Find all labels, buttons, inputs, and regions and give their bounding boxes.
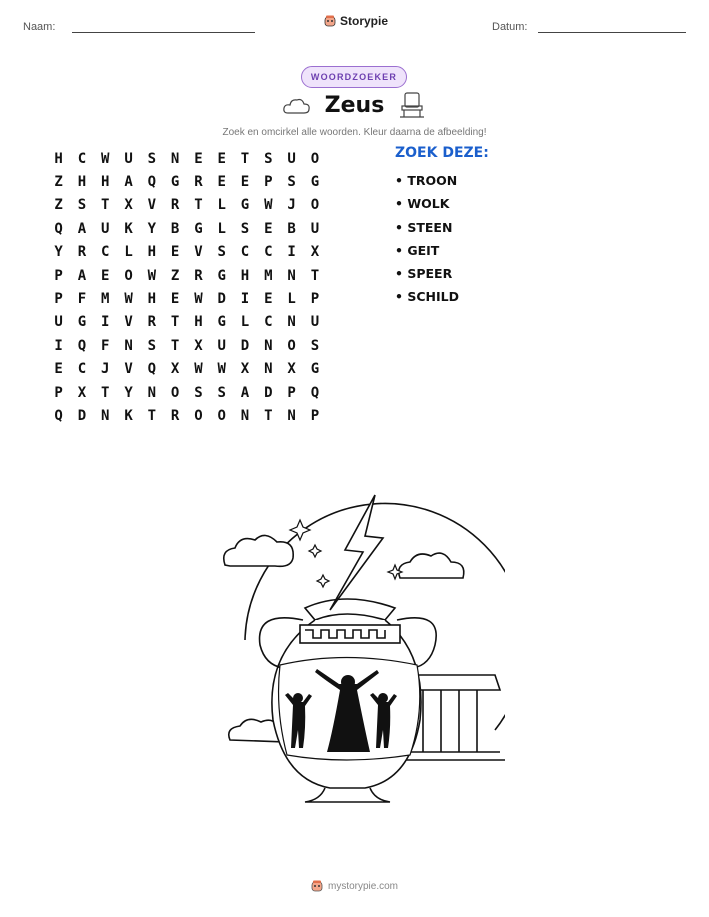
grid-cell[interactable]: Q — [310, 384, 320, 401]
word-list-item: • SCHILD — [395, 289, 459, 305]
grid-cell[interactable]: X — [77, 384, 87, 401]
grid-cell[interactable]: V — [124, 361, 133, 378]
grid-cell[interactable]: G — [217, 314, 226, 331]
grid-cell[interactable]: L — [240, 314, 250, 331]
grid-cell[interactable]: E — [264, 220, 273, 237]
grid-cell[interactable]: Z — [54, 174, 63, 191]
grid-cell[interactable]: T — [101, 197, 110, 214]
grid-cell[interactable]: C — [101, 244, 110, 261]
grid-cell[interactable]: P — [54, 267, 63, 284]
grid-cell[interactable]: E — [101, 267, 110, 284]
grid-cell[interactable]: P — [54, 384, 63, 401]
date-line[interactable] — [538, 32, 686, 33]
grid-cell[interactable]: J — [101, 361, 110, 378]
grid-cell[interactable]: F — [77, 291, 87, 308]
grid-cell[interactable]: S — [147, 150, 157, 167]
instructions: Zoek en omcirkel alle woorden. Kleur daarna de afbeelding! — [222, 127, 487, 138]
grid-cell[interactable]: C — [77, 361, 87, 378]
grid-cell[interactable]: U — [124, 150, 133, 167]
storypie-mascot-icon — [311, 880, 323, 893]
grid-cell[interactable]: C — [77, 150, 87, 167]
grid-cell[interactable]: T — [310, 267, 320, 284]
grid-cell[interactable]: G — [77, 314, 87, 331]
grid-cell[interactable]: X — [124, 197, 133, 214]
date-label: Datum: — [492, 21, 528, 33]
grid-cell[interactable]: H — [101, 174, 110, 191]
grid-cell[interactable]: A — [77, 220, 87, 237]
grid-cell[interactable]: D — [240, 337, 250, 354]
word-list-item: • STEEN — [395, 219, 453, 235]
grid-cell[interactable]: U — [217, 337, 226, 354]
grid-cell[interactable]: D — [264, 384, 273, 401]
grid-cell[interactable]: O — [310, 197, 320, 214]
grid-cell[interactable]: K — [124, 407, 133, 424]
grid-cell[interactable]: U — [310, 314, 320, 331]
grid-cell[interactable]: S — [194, 384, 203, 401]
storypie-mascot-icon — [324, 15, 336, 28]
word-list — [395, 171, 459, 311]
grid-cell[interactable]: W — [101, 150, 110, 167]
grid-cell[interactable]: T — [101, 384, 110, 401]
grid-cell[interactable]: G — [170, 174, 180, 191]
grid-cell[interactable]: P — [310, 291, 320, 308]
grid-cell[interactable]: B — [170, 220, 180, 237]
grid-cell[interactable]: Q — [77, 337, 87, 354]
grid-cell[interactable]: V — [147, 197, 157, 214]
throne-icon — [397, 90, 427, 120]
grid-cell[interactable]: X — [287, 361, 296, 378]
grid-cell[interactable]: E — [194, 150, 203, 167]
grid-cell[interactable]: X — [310, 244, 320, 261]
grid-cell[interactable]: Q — [147, 174, 157, 191]
grid-cell[interactable]: H — [194, 314, 203, 331]
grid-cell[interactable]: Z — [54, 197, 63, 214]
grid-cell[interactable]: M — [101, 291, 110, 308]
grid-cell[interactable]: H — [147, 244, 157, 261]
grid-cell[interactable]: S — [217, 244, 226, 261]
grid-cell[interactable]: E — [170, 244, 180, 261]
grid-cell[interactable]: Y — [147, 220, 157, 237]
grid-cell[interactable]: N — [240, 407, 250, 424]
grid-cell[interactable]: E — [217, 150, 226, 167]
grid-cell[interactable]: L — [287, 291, 296, 308]
grid-cell[interactable]: N — [170, 150, 180, 167]
grid-cell[interactable]: X — [194, 337, 203, 354]
grid-cell[interactable]: H — [77, 174, 87, 191]
grid-cell[interactable]: O — [194, 407, 203, 424]
grid-cell[interactable]: N — [147, 384, 157, 401]
grid-cell[interactable]: L — [217, 197, 226, 214]
grid-cell[interactable]: U — [54, 314, 63, 331]
grid-cell[interactable]: Z — [170, 267, 180, 284]
grid-cell[interactable]: S — [217, 384, 226, 401]
grid-cell[interactable]: Y — [124, 384, 133, 401]
grid-cell[interactable]: E — [54, 361, 63, 378]
grid-cell[interactable]: D — [77, 407, 87, 424]
name-label: Naam: — [23, 21, 56, 33]
footer-url[interactable]: mystorypie.com — [327, 881, 398, 892]
grid-cell[interactable]: R — [194, 174, 203, 191]
grid-cell[interactable]: T — [264, 407, 273, 424]
grid-cell[interactable]: O — [217, 407, 226, 424]
grid-cell[interactable]: I — [54, 337, 63, 354]
grid-cell[interactable]: G — [310, 174, 320, 191]
grid-cell[interactable]: B — [287, 220, 296, 237]
grid-cell[interactable]: E — [170, 291, 180, 308]
grid-cell[interactable]: Q — [54, 220, 63, 237]
grid-cell[interactable]: H — [54, 150, 63, 167]
grid-cell[interactable]: E — [240, 174, 250, 191]
grid-cell[interactable]: U — [310, 220, 320, 237]
grid-cell[interactable]: R — [170, 197, 180, 214]
grid-cell[interactable]: S — [240, 220, 250, 237]
grid-cell[interactable]: O — [124, 267, 133, 284]
grid-cell[interactable]: T — [240, 150, 250, 167]
grid-cell[interactable]: T — [170, 337, 180, 354]
word-list-item: • GEIT — [395, 242, 440, 258]
grid-cell[interactable]: X — [170, 361, 180, 378]
grid-cell[interactable]: S — [147, 337, 157, 354]
zeus-vase-illustration[interactable] — [205, 490, 505, 820]
grid-cell[interactable]: H — [147, 291, 157, 308]
grid-cell[interactable]: N — [264, 337, 273, 354]
grid-cell[interactable]: H — [240, 267, 250, 284]
footer — [0, 880, 709, 893]
grid-cell[interactable]: O — [287, 337, 296, 354]
grid-cell[interactable]: I — [101, 314, 110, 331]
worksheet-type-badge: WOORDZOEKER — [301, 66, 407, 88]
grid-cell[interactable]: C — [264, 314, 273, 331]
grid-cell[interactable]: Q — [54, 407, 63, 424]
grid-cell[interactable]: R — [77, 244, 87, 261]
grid-cell[interactable]: Y — [54, 244, 63, 261]
grid-cell[interactable]: N — [124, 337, 133, 354]
grid-cell[interactable]: N — [287, 314, 296, 331]
grid-cell[interactable]: S — [264, 150, 273, 167]
grid-cell[interactable]: P — [310, 407, 320, 424]
grid-cell[interactable]: W — [194, 361, 203, 378]
page-title: Zeus — [324, 93, 385, 118]
grid-cell[interactable]: A — [124, 174, 133, 191]
grid-cell[interactable]: G — [194, 220, 203, 237]
grid-cell[interactable]: T — [147, 407, 157, 424]
grid-cell[interactable]: C — [264, 244, 273, 261]
word-list-item: • SPEER — [395, 266, 453, 282]
grid-cell[interactable]: O — [310, 150, 320, 167]
grid-cell[interactable]: R — [194, 267, 203, 284]
grid-cell[interactable]: N — [287, 407, 296, 424]
grid-cell[interactable]: E — [264, 291, 273, 308]
grid-cell[interactable]: T — [194, 197, 203, 214]
grid-cell[interactable]: P — [54, 291, 63, 308]
grid-cell[interactable]: T — [170, 314, 180, 331]
grid-cell[interactable]: G — [240, 197, 250, 214]
grid-cell[interactable]: L — [217, 220, 226, 237]
grid-cell[interactable]: J — [287, 197, 296, 214]
grid-cell[interactable]: O — [170, 384, 180, 401]
grid-cell[interactable]: F — [101, 337, 110, 354]
grid-cell[interactable]: G — [310, 361, 320, 378]
grid-cell[interactable]: V — [194, 244, 203, 261]
word-list-item: • TROON — [395, 173, 458, 188]
storypie-logo — [324, 14, 388, 28]
grid-cell[interactable]: A — [77, 267, 87, 284]
word-search-grid[interactable] — [47, 147, 327, 428]
grid-cell[interactable]: X — [240, 361, 250, 378]
grid-cell[interactable]: W — [264, 197, 273, 214]
grid-cell[interactable]: E — [217, 174, 226, 191]
grid-cell[interactable]: D — [217, 291, 226, 308]
grid-cell[interactable]: I — [240, 291, 250, 308]
grid-cell[interactable]: R — [147, 314, 157, 331]
grid-cell[interactable]: U — [287, 150, 296, 167]
grid-cell[interactable]: S — [77, 197, 87, 214]
grid-cell[interactable]: G — [217, 267, 226, 284]
grid-cell[interactable]: P — [264, 174, 273, 191]
word-list-title: ZOEK DEZE: — [395, 145, 489, 161]
grid-cell[interactable]: V — [124, 314, 133, 331]
grid-cell[interactable]: S — [287, 174, 296, 191]
grid-cell[interactable]: N — [101, 407, 110, 424]
grid-cell[interactable]: P — [287, 384, 296, 401]
grid-cell[interactable]: C — [240, 244, 250, 261]
word-list-item: • WOLK — [395, 196, 450, 212]
grid-cell[interactable]: N — [287, 267, 296, 284]
name-line[interactable] — [72, 32, 255, 33]
grid-cell[interactable]: W — [147, 267, 157, 284]
grid-cell[interactable]: W — [194, 291, 203, 308]
grid-cell[interactable]: S — [310, 337, 320, 354]
grid-cell[interactable]: N — [264, 361, 273, 378]
grid-cell[interactable]: I — [287, 244, 296, 261]
grid-cell[interactable]: W — [217, 361, 226, 378]
grid-cell[interactable]: K — [124, 220, 133, 237]
grid-cell[interactable]: W — [124, 291, 133, 308]
grid-cell[interactable]: U — [101, 220, 110, 237]
brand-name: Storypie — [340, 14, 389, 28]
grid-cell[interactable]: Q — [147, 361, 157, 378]
grid-cell[interactable]: R — [170, 407, 180, 424]
grid-cell[interactable]: A — [240, 384, 250, 401]
grid-cell[interactable]: L — [124, 244, 133, 261]
grid-cell[interactable]: M — [264, 267, 273, 284]
